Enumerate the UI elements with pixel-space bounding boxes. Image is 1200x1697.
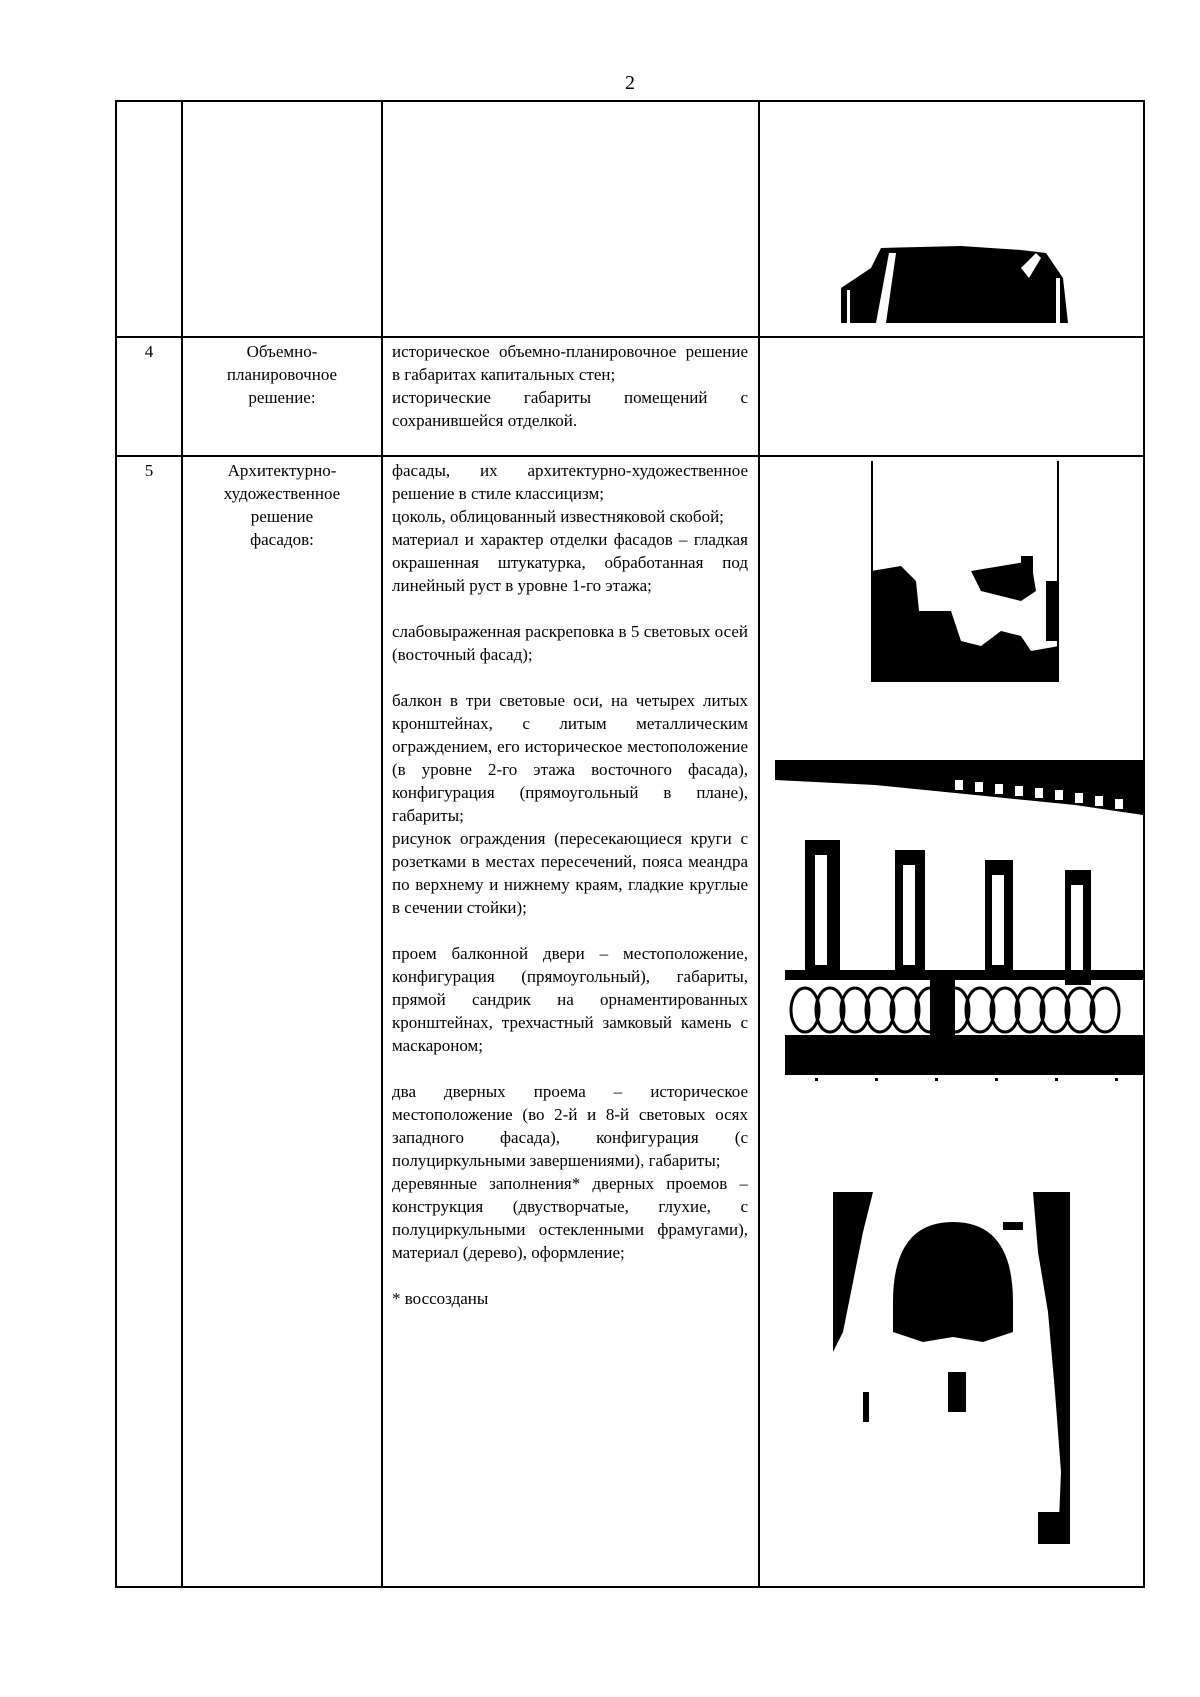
row-5-description [392,459,748,1310]
row-5-name: Архитектурно- художественное решение фасадов: [223,461,341,549]
description-line: балкон в три световые оси, на четырех литых кронштейнах, с литым металлическим ограждением, его историческое местоположение (в уровне 2-го этажа восточного фасада), конфигурация (прямоугольный в плане), габариты; [392,691,748,825]
row-4-description [392,340,748,432]
description-line: материал и характер отделки фасадов – гладкая окрашенная штукатурка, обработанная под линейный руст в уровне 1-го этажа; [392,530,748,595]
row-4-name: Объемно- планировочное решение: [226,342,338,407]
description-line: историческое объемно-планировочное решение в габаритах капитальных стен; [392,342,748,384]
description-line: проем балконной двери – местоположение, конфигурация (прямоугольный), габариты, прямой сандрик на орнаментированных кронштейнах, трехчастный замковый камень с маскароном; [392,944,748,1055]
row-divider-1 [115,336,1145,338]
facade-photo [871,461,1059,682]
building-photo-fragment [841,238,1068,323]
page-number: 2 [625,72,635,94]
description-line: цоколь, облицованный известняковой скобой; [392,507,724,526]
table-border-left [115,100,117,1588]
table-divider-2 [381,100,383,1588]
row-5-number: 5 [144,461,154,480]
table-border-top [115,100,1145,102]
description-line: исторические габариты помещений с сохранившейся отделкой. [392,388,748,430]
balcony-photo [775,760,1143,1090]
table-border-right [1143,100,1145,1588]
row-divider-2 [115,455,1145,457]
monument-table [115,100,1145,1588]
table-border-bottom [115,1586,1145,1588]
arched-door-photo [833,1192,1070,1544]
description-line: рисунок ограждения (пересекающиеся круги с розетками в местах пересечений, пояса меандра по верхнему и нижнему краям, гладкие круглые в сечении стойки); [392,829,748,917]
description-line: фасады, их архитектурно-художественное решение в стиле классицизм; [392,461,748,503]
description-line: два дверных проема – историческое местоположение (во 2-й и 8-й световых осях западного фасада), конфигурация (с полуциркульными завершениями), габариты; [392,1082,748,1170]
row-4-number: 4 [144,342,154,361]
table-divider-1 [181,100,183,1588]
table-divider-3 [758,100,760,1588]
description-line: деревянные заполнения* дверных проемов – конструкция (двустворчатые, глухие, с полуциркульными остекленными фрамугами), материал (дерево), оформление; [392,1174,748,1262]
footnote: * воссозданы [392,1289,489,1308]
description-line: слабовыраженная раскреповка в 5 световых осей (восточный фасад); [392,622,748,664]
